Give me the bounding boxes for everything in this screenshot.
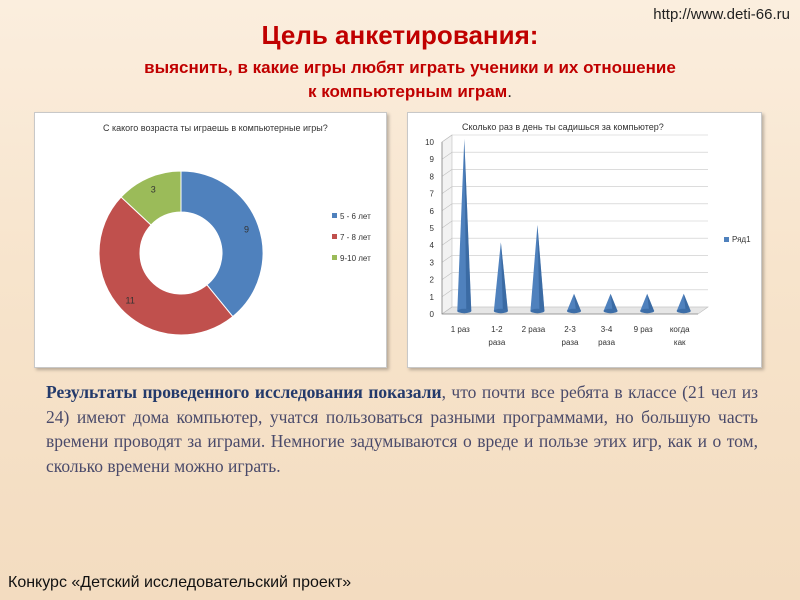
page-subtitle xyxy=(40,56,780,104)
cone-y-tick-6: 6 xyxy=(429,206,434,216)
footer-contest: Конкурс «Детский исследовательский проект» xyxy=(8,574,352,591)
donut-legend-swatch-1 xyxy=(332,213,337,218)
donut-legend-swatch-3 xyxy=(332,255,337,260)
donut-chart xyxy=(35,113,386,367)
cone-bar-base-1 xyxy=(457,309,471,313)
cone-y-tick-10: 10 xyxy=(425,138,434,147)
cone-y-tick-1: 1 xyxy=(429,292,434,302)
cone-x-tick-2-1: 1-2 xyxy=(491,325,503,334)
cone-bar-base-7 xyxy=(677,309,691,313)
cone-chart xyxy=(408,113,761,367)
cone-bar-base-4 xyxy=(567,309,581,313)
subtitle-line-1: выяснить, в какие игры любят играть ученики и их отношение xyxy=(144,58,676,77)
page-title: Цель анкетирования: xyxy=(261,20,539,50)
results-paragraph xyxy=(46,380,758,478)
results-body: , что почти все ребята в классе (21 чел из 24) имеют дома компьютер, учатся пользоваться разными программами, но большую часть времени проводят за играми. Немногие задумываются о вреде и пользе этих игр, как и о том, сколько времени можно играть. xyxy=(46,382,758,476)
cone-y-tick-3: 3 xyxy=(429,258,434,268)
site-url: http://www.deti-66.ru xyxy=(653,6,790,23)
cone-chart-title: Сколько раз в день ты садишься за компьютер? xyxy=(462,122,664,132)
cone-y-tick-7: 7 xyxy=(429,189,434,199)
cone-y-tick-9: 9 xyxy=(429,155,434,165)
cone-y-tick-2: 2 xyxy=(429,275,434,285)
donut-chart-title: С какого возраста ты играешь в компьютерные игры? xyxy=(103,123,328,133)
subtitle-line-2: к компьютерным играм xyxy=(308,82,508,101)
cone-x-tick-6-1: 9 раз xyxy=(633,325,653,334)
cone-x-tick-4-2: раза xyxy=(561,338,579,347)
cone-y-tick-5: 5 xyxy=(429,224,434,233)
cone-x-tick-5-2: раза xyxy=(598,338,616,347)
cone-bar-base-5 xyxy=(604,309,618,313)
cone-x-tick-5-1: 3-4 xyxy=(600,325,613,334)
cone-legend-label: Ряд1 xyxy=(732,235,751,244)
cone-x-tick-3-1: 2 раза xyxy=(521,325,546,334)
cone-x-tick-7-1: когда xyxy=(669,325,690,334)
cone-y-tick-0: 0 xyxy=(429,310,434,319)
cone-bar-base-2 xyxy=(494,309,508,313)
cone-x-tick-4-1: 2-3 xyxy=(564,325,576,334)
donut-legend-label-3: 9-10 лет xyxy=(340,254,371,263)
results-lead: Результаты проведенного исследования показали xyxy=(46,382,442,402)
donut-data-label-1: 9 xyxy=(243,224,249,235)
donut-legend-label-2: 7 - 8 лет xyxy=(340,233,371,242)
cone-x-tick-1-1: 1 раз xyxy=(450,325,470,334)
cone-y-tick-8: 8 xyxy=(429,172,434,182)
cone-x-tick-7-2: как xyxy=(673,338,686,347)
cone-y-tick-4: 4 xyxy=(429,241,434,251)
donut-legend-swatch-2 xyxy=(332,234,337,239)
donut-data-label-3: 3 xyxy=(150,184,156,195)
cone-bar-base-6 xyxy=(640,309,654,313)
cone-chart-panel xyxy=(407,112,762,368)
cone-bar-base-3 xyxy=(530,309,544,313)
cone-x-tick-2-2: раза xyxy=(488,338,506,347)
donut-legend-label-1: 5 - 6 лет xyxy=(340,212,371,221)
subtitle-period: . xyxy=(507,82,512,101)
donut-data-label-2: 11 xyxy=(125,295,135,306)
cone-legend-swatch xyxy=(724,237,729,242)
donut-chart-panel xyxy=(34,112,387,368)
